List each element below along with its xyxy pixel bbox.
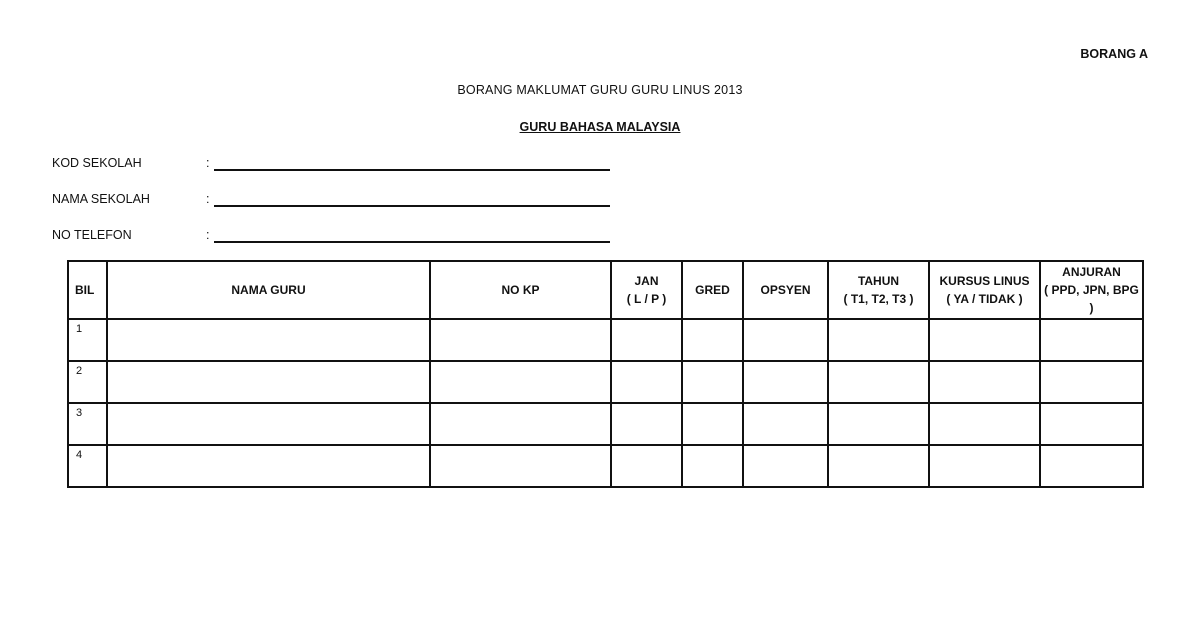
jan-cell[interactable] [611,361,682,403]
no-telefon-blank-line[interactable] [214,241,610,243]
gred-cell[interactable] [682,403,743,445]
form-code: BORANG A [1080,47,1148,61]
kursus-linus-cell[interactable] [929,361,1040,403]
field-label: NAMA SEKOLAH [52,192,150,206]
gred-cell[interactable] [682,445,743,487]
anjuran-cell[interactable] [1040,361,1143,403]
column-header-sublabel: ( YA / TIDAK ) [946,292,1023,306]
column-header-sublabel: ( PPD, JPN, BPG ) [1044,283,1139,315]
column-header-jan [611,261,682,319]
column-header-bil [68,261,107,319]
no-kp-cell[interactable] [430,445,611,487]
row-number: 1 [68,319,107,361]
gred-cell[interactable] [682,361,743,403]
column-header-anjuran [1040,261,1143,319]
nama-guru-cell[interactable] [107,319,430,361]
column-header-opsyen [743,261,828,319]
anjuran-cell[interactable] [1040,319,1143,361]
column-header-sublabel: ( L / P ) [626,292,667,306]
column-header-label: NO KP [501,283,540,297]
no-kp-cell[interactable] [430,319,611,361]
no-kp-cell[interactable] [430,361,611,403]
jan-cell[interactable] [611,445,682,487]
column-header-kursus-linus [929,261,1040,319]
tahun-cell[interactable] [828,319,929,361]
column-header-label: ANJURAN [1062,265,1121,279]
jan-cell[interactable] [611,319,682,361]
column-header-label: OPSYEN [760,283,811,297]
opsyen-cell[interactable] [743,319,828,361]
column-header-nama-guru [107,261,430,319]
teacher-info-table [67,260,1144,488]
column-header-no-kp [430,261,611,319]
kod-sekolah-blank-line[interactable] [214,169,610,171]
row-number: 4 [68,445,107,487]
field-label: KOD SEKOLAH [52,156,142,170]
column-header-label: NAMA GURU [231,283,306,297]
nama-sekolah-blank-line[interactable] [214,205,610,207]
table-row [68,319,1143,361]
row-number: 2 [68,361,107,403]
column-header-label: JAN [634,274,659,288]
table-header-row [68,261,1143,319]
tahun-cell[interactable] [828,403,929,445]
no-kp-cell[interactable] [430,403,611,445]
column-header-sublabel: ( T1, T2, T3 ) [843,292,914,306]
tahun-cell[interactable] [828,445,929,487]
column-header-label: GRED [695,283,730,297]
opsyen-cell[interactable] [743,361,828,403]
nama-guru-cell[interactable] [107,361,430,403]
tahun-cell[interactable] [828,361,929,403]
table-row [68,403,1143,445]
opsyen-cell[interactable] [743,445,828,487]
row-number: 3 [68,403,107,445]
kursus-linus-cell[interactable] [929,319,1040,361]
column-header-label: BIL [75,283,95,297]
form-subtitle: GURU BAHASA MALAYSIA [519,120,681,134]
gred-cell[interactable] [682,319,743,361]
column-header-label: TAHUN [857,274,900,288]
column-header-tahun [828,261,929,319]
form-title: BORANG MAKLUMAT GURU GURU LINUS 2013 [457,83,743,97]
field-label: NO TELEFON [52,228,132,242]
table-row [68,445,1143,487]
field-colon: : [206,156,210,170]
jan-cell[interactable] [611,403,682,445]
opsyen-cell[interactable] [743,403,828,445]
anjuran-cell[interactable] [1040,445,1143,487]
anjuran-cell[interactable] [1040,403,1143,445]
nama-guru-cell[interactable] [107,445,430,487]
column-header-label: KURSUS LINUS [939,274,1030,288]
table-row [68,361,1143,403]
field-colon: : [206,192,210,206]
kursus-linus-cell[interactable] [929,445,1040,487]
column-header-gred [682,261,743,319]
field-colon: : [206,228,210,242]
kursus-linus-cell[interactable] [929,403,1040,445]
nama-guru-cell[interactable] [107,403,430,445]
